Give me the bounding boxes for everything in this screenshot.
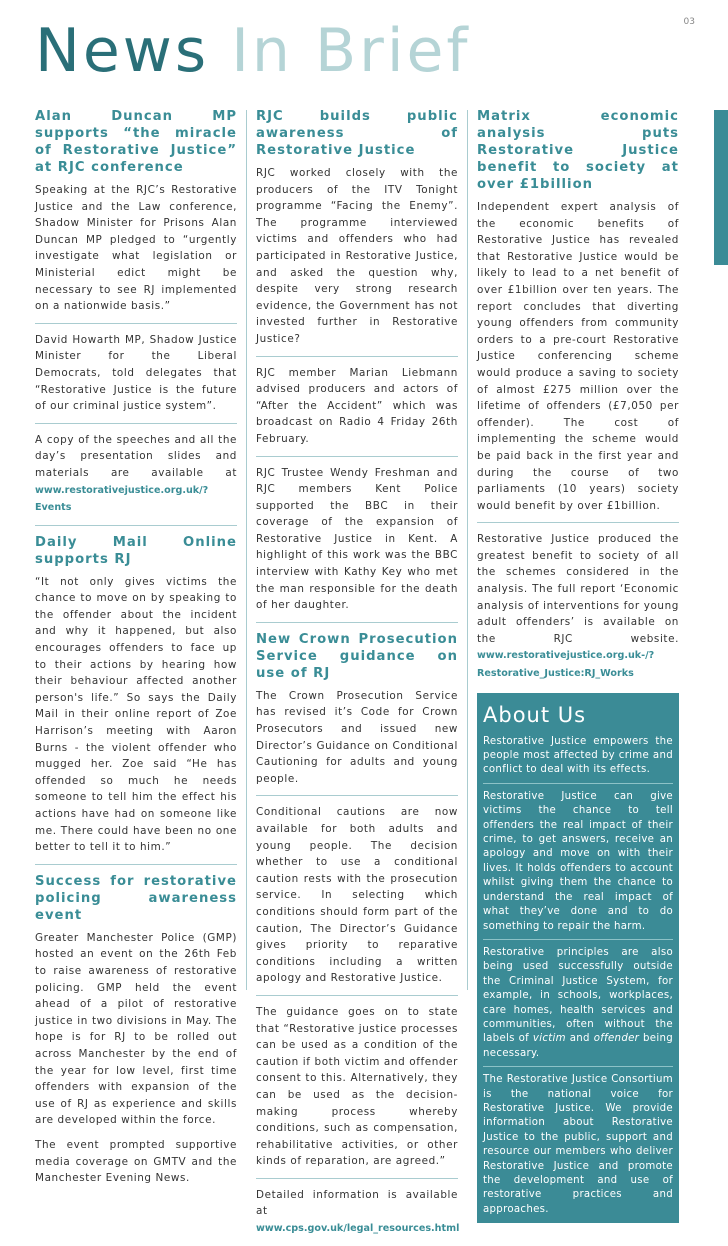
paragraph: The event prompted supportive media coverage on GMTV and the Manchester Evening News. (35, 1138, 237, 1185)
paragraph-text: Restorative Justice produced the greatest benefit to society of all the schemes considered in the analysis. The full report ‘Economic analysis of interventions for young adult offenders’ is available on the RJC website. (477, 533, 679, 645)
paragraph: “It not only gives victims the chance to move on by speaking to the offender about the incident and why it happened, but also encourages offenders to face up to their actions by hearing how their behaviour affected another person's life.” So says the Daily Mail in their online report of Zoe Harrison’s meeting with Aaron Burns - the violent offender who mugged her. Zoe said “He has offended so much he needs someone to tell him the effect his actions have had on someone like me. There could have been no one better to tell it to him.” (35, 575, 237, 854)
divider (256, 622, 458, 623)
rj-works-link[interactable]: www.restorativejustice.org.uk-/?Restorative_Justice:RJ_Works (477, 650, 655, 680)
about-text: and (569, 1033, 590, 1045)
masthead-news: News (35, 16, 210, 86)
paragraph: RJC member Marian Liebmann advised producers and actors of “After the Accident” which was broadcast on Radio 4 Friday 26th February. (256, 366, 458, 445)
paragraph: The Crown Prosecution Service has revised it’s Code for Crown Prosecutors and issued new Director’s Guidance on Conditional Cautioning for adults and young people. (256, 689, 458, 785)
about-paragraph (483, 946, 673, 1061)
cps-link[interactable]: www.cps.gov.uk/legal_resources.html (256, 1223, 460, 1235)
column-divider (467, 110, 468, 990)
about-paragraph: Restorative Justice empowers the people most affected by crime and conflict to deal with its effects. (483, 735, 673, 776)
masthead (35, 8, 471, 94)
column-1 (35, 108, 237, 1195)
headline-policing-event: Success for restorative policing awareness event (35, 873, 237, 923)
headline-public-awareness: RJC builds public awareness of Restorative Justice (256, 109, 458, 158)
divider (35, 423, 237, 424)
divider (35, 323, 237, 324)
paragraph: Independent expert analysis of the economic benefits of Restorative Justice has revealed that Restorative Justice would be likely to lead to a net benefit of over £1billion over ten years. The report concludes that diverting young offenders from community orders to a pre-court Restorative Justice conferencing scheme would produce a saving to society of almost £275 million over the lifetime of offenders (£7,050 per offender). The cost of implementing the scheme would be paid back in the first year and during the course of two parliaments (10 years) society would benefit by over £1billion. (477, 201, 679, 512)
about-us-heading: About Us (483, 702, 587, 727)
headline-daily-mail: Daily Mail Online supports RJ (35, 534, 237, 567)
about-emphasis-offender: offender (593, 1033, 640, 1045)
about-text: Restorative principles are also being used successfully outside the Criminal Justice System, for example, in schools, workplaces, care homes, health services and communities, often without the labels of (483, 946, 673, 1045)
about-paragraph: The Restorative Justice Consortium is the national voice for Restorative Justice. We provide information about Restorative Justice to the public, support and resource our members who deliver Restorative Justice and promote the development and use of restorative practices and approaches. (483, 1074, 673, 1215)
page-number: 03 (683, 17, 695, 27)
paragraph: RJC worked closely with the producers of the ITV Tonight programme “Facing the Enemy”. The programme interviewed victims and offenders who had participated in Restorative Justice, and asked the question why, despite very strong research evidence, the Government has not invested further in Restorative Justice? (256, 167, 458, 345)
paragraph: Conditional cautions are now available for both adults and young people. The decision whether to use a conditional caution rests with the prosecution service. In selecting which conditions should form part of the caution, The Director’s Guidance gives priority to reparative conditions including a written apology and Restorative Justice. (256, 806, 458, 985)
about-us-box (477, 693, 679, 1224)
divider (483, 1066, 673, 1067)
about-emphasis-victim: victim (532, 1033, 566, 1045)
paragraph (256, 1187, 458, 1238)
column-divider (246, 110, 247, 990)
divider (35, 525, 237, 526)
about-paragraph: Restorative Justice can give victims the chance to tell offenders the real impact of their crime, to get answers, receive an apology and move on with their lives. It holds offenders to account whilst giving them the chance to understand the real impact of what they’ve done and to do something to repair the harm. (483, 790, 673, 932)
side-tab-decoration (714, 110, 728, 265)
paragraph: David Howarth MP, Shadow Justice Minister for the Liberal Democrats, told delegates that “Restorative Justice is the future of our criminal justice system”. (35, 333, 237, 413)
headline-matrix-analysis: Matrix economic analysis puts Restorative Justice benefit to society at over £1billion (477, 109, 679, 192)
column-2 (256, 108, 458, 1246)
headline-alan-duncan: Alan Duncan MP supports “the miracle of Restorative Justice” at RJC conference (35, 109, 237, 175)
about-text: being necessary. (483, 1033, 673, 1059)
divider (477, 522, 679, 523)
divider (483, 783, 673, 784)
divider (35, 864, 237, 865)
events-link[interactable]: www.restorativejustice.org.uk/?Events (35, 484, 209, 514)
divider (256, 795, 458, 796)
column-3 (477, 108, 679, 1223)
divider (256, 995, 458, 996)
paragraph: Speaking at the RJC’s Restorative Justice and the Law conference, Shadow Minister for Prisons Alan Duncan MP pledged to “urgently investigate what legislation or Ministerial edict might be necessary to see RJ implemented on a nationwide basis.” (35, 184, 237, 313)
paragraph: Greater Manchester Police (GMP) hosted an event on the 26th Feb to raise awareness of restorative policing. GMP held the event ahead of a pilot of restorative justice in two divisions in May. The hope is for RJ to be rolled out across Manchester by the end of the year for low level, first time offenders with expansion of the use of RJ as experience and skills are developed within the force. (35, 931, 237, 1127)
paragraph: RJC Trustee Wendy Freshman and RJC members Kent Police supported the BBC in their coverage of the expansion of Restorative Justice in Kent. A highlight of this work was the BBC interview with Kathy Key who met the man responsible for the death of her daughter. (256, 466, 458, 612)
headline-cps-guidance: New Crown Prosecution Service guidance on use of RJ (256, 631, 458, 681)
paragraph-text: Detailed information is available at (256, 1188, 458, 1218)
paragraph (477, 531, 679, 682)
divider (483, 939, 673, 940)
paragraph-text: A copy of the speeches and all the day’s presentation slides and materials are available at (35, 433, 237, 479)
paragraph: The guidance goes on to state that “Restorative justice processes can be used as a condition of the caution if both victim and offender consent to this. Alternatively, they can be used as the decision-making process whereby conditions, such as compensation, rehabilitative activities, or other kinds of reparation, are agreed.” (256, 1005, 458, 1168)
masthead-in-brief: In Brief (231, 16, 471, 86)
paragraph (35, 432, 237, 517)
divider (256, 456, 458, 457)
divider (256, 1178, 458, 1179)
divider (256, 356, 458, 357)
